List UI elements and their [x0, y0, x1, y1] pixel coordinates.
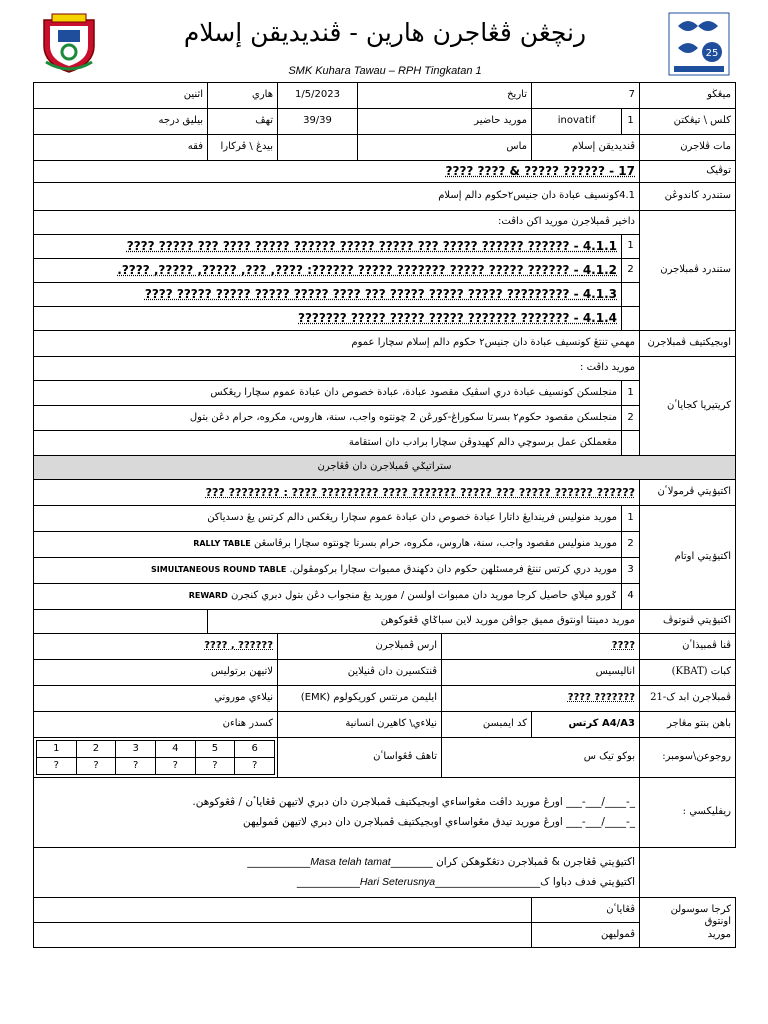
lesson-plan-table [33, 82, 736, 948]
utama-label: اکتيۏيتي اوتام [640, 506, 736, 610]
tangguh-lines [34, 848, 640, 898]
tangguh-line: اکتيۏيتي ڤڠاجرن & ڤمبلاجرن دتڠݢوهکن کران ________Masa telah tamat____________ [247, 855, 635, 868]
tp-checkbox[interactable]: ? [235, 758, 275, 775]
bidang-value: فقه [34, 135, 208, 161]
bawa-line: اکتيۏيتي فدف دباوا ک____________________Hari Seterusnya____________ [296, 875, 635, 888]
row-minggu [34, 83, 736, 109]
pemulihan-label: ڤموليهن [532, 923, 640, 948]
tahap-label: تهڤ [208, 109, 278, 135]
row-kbat [34, 660, 736, 686]
page-title: رنچڠن ڤڠاجرن هارين - ڤنديديقن إسلام [183, 18, 587, 47]
utama-item [34, 558, 736, 584]
utama-item [34, 584, 736, 610]
masa-value [278, 135, 358, 161]
tp-number: 3 [116, 741, 156, 758]
pembezaan-label: ڤنا ڤمبيذاٴن [640, 634, 736, 660]
utama-item-text: موريد منوليس مقصود واجب، سنة، هاروس، مکروه، حرام بسرتا چونتوه سچارا برڤاسڠن [253, 538, 617, 550]
bahan-col2: کد ايمبسن [442, 712, 532, 738]
row-refleksi [34, 778, 736, 848]
masa-label: ماس [358, 135, 532, 161]
pab21-label: ڤمبلاجرن ابد ک-21 [640, 686, 736, 712]
bahan-col4: کسدر هناءن [34, 712, 278, 738]
sp-label: ستندرد ڤمبلاجرن [640, 211, 736, 331]
pab21-col2: ايليمن مرنتس کوريکولوم (EMK) [278, 686, 442, 712]
kriteria-intro-row [34, 357, 736, 381]
utama-item-number: 3 [622, 558, 640, 584]
kbat-col3: لاتيهن برتوليس [34, 660, 278, 686]
sp-intro-row [34, 211, 736, 235]
rujukan-col2: تاهڤ ڤڠواساٴن [278, 738, 442, 778]
utama-item-cell [34, 558, 622, 584]
sp-item [34, 307, 736, 331]
bidang-label: بيدڠ \ ڤرکارا [208, 135, 278, 161]
row-rujukan [34, 738, 736, 778]
sp-item-number: 1 [622, 235, 640, 259]
tp-number: 5 [195, 741, 235, 758]
utama-item-text: موريد دري کرتس تنتڠ فرمسئلهن حکوم دان دکهندق ممبوات سچارا برکومڤولن. [289, 564, 617, 576]
bawa-text: اکتيۏيتي فدف دباوا ک [540, 875, 635, 888]
pab21-col3: نيلاءي موروني [34, 686, 278, 712]
utama-item-cell [34, 584, 622, 610]
bahan-value: A4/A3 کرتس [532, 712, 640, 738]
row-kelas [34, 109, 736, 135]
row-kerja-pemulihan [34, 923, 736, 948]
row-pab21 [34, 686, 736, 712]
hari-seterusnya-text: Hari Seterusnya [359, 875, 436, 888]
kriteria-item-text: منجلسکن مقصود حکوم٢ بسرتا سکوراڠ-کورڠن 2 چونتوه واجب، سنة، هاروس، مکروه، حرام دڠن بتول [34, 406, 622, 431]
tp-number: 1 [37, 741, 77, 758]
sp-item-text: 4.1.3 - ????????? ????? ????? ????? ??? ???? ????? ????? ????? ????? ???? [34, 283, 622, 307]
kriteria-label: کريتيريا کجاياٴن [640, 357, 736, 456]
tp-number-row [37, 741, 275, 758]
sp-item-text: 4.1.2 - ?????? ????? ????? ??????? ????? ??????: ????, ???, ?????, ?????, ????. [34, 259, 622, 283]
kbat-value: اناليسيس [442, 660, 640, 686]
utama-item-cell [34, 532, 622, 558]
tarikh-value: 1/5/2023 [278, 83, 358, 109]
minggu-value: 7 [532, 83, 640, 109]
row-kerja-pengayaan [34, 898, 736, 923]
kerja-label-line1: کرجا سوسولن اونتوق [670, 903, 731, 928]
tp-checkbox[interactable]: ? [155, 758, 195, 775]
sp-intro: داخير ڤمبلاجرن موريد اکن داڤت: [34, 211, 640, 235]
minggu-label: ميڠڬو [640, 83, 736, 109]
utama-item-text: موريد منوليس فريندايڠ داتارا عبادة خصوص دان عبادة عموم سچارا ريڠکس دالم کرتس يڠ دسدياکن [34, 506, 622, 532]
row-objektif [34, 331, 736, 357]
tp-number: 4 [155, 741, 195, 758]
tp-checkbox[interactable]: ? [37, 758, 77, 775]
penutup-label: اکتيۏيتي ڤنوتوڤ [640, 610, 736, 634]
tp-checkbox[interactable]: ? [116, 758, 156, 775]
kriteria-item-number: 2 [622, 406, 640, 431]
sp-item [34, 235, 736, 259]
ministry-logo-icon [668, 12, 730, 76]
utama-item-tag: REWARD [188, 591, 228, 601]
row-bahan [34, 712, 736, 738]
kbat-label: کبات (KBAT) [640, 660, 736, 686]
tp-number: 2 [76, 741, 116, 758]
sk-label: ستندرد کاندوڠن [640, 183, 736, 211]
school-crest-icon [38, 12, 100, 74]
utama-item-tag: RALLY TABLE [193, 539, 251, 549]
bahan-col3: نيلاءي\ کاهيرن انسانية [278, 712, 442, 738]
topik-value: 17 - ?????? ????? & ???? ???? [34, 161, 640, 183]
refleksi-line: _-____/___-___ اورڠ موريد تيدق مڠواساءي اوبجيکتيف ڤمبلاجرن دان دبري لاتيهن ڤموليهن [243, 815, 635, 828]
tangguh-text: اکتيۏيتي ڤڠاجرن & ڤمبلاجرن دتڠݢوهکن کران [436, 855, 635, 868]
kbat-col2: ڤنتکسيرن دان ڤنيلاين [278, 660, 442, 686]
pab21-value: ??????? ???? [442, 686, 640, 712]
hadir-label: موريد حاضير [358, 109, 532, 135]
topik-label: توڤيک [640, 161, 736, 183]
sp-item-number [622, 307, 640, 331]
penutup-blank [34, 610, 208, 634]
utama-item [34, 532, 736, 558]
sp-item [34, 259, 736, 283]
tahap-penguasaan-grid [34, 738, 278, 778]
hari-value: اثنين [34, 83, 208, 109]
row-penutup [34, 610, 736, 634]
kriteria-item [34, 431, 736, 456]
refleksi-lines [34, 778, 640, 848]
pengayaan-label: ڤڠاياٴن [532, 898, 640, 923]
tp-number: 6 [235, 741, 275, 758]
tp-checkbox[interactable]: ? [195, 758, 235, 775]
pengayaan-field[interactable] [34, 898, 532, 923]
kerja-label-line2: موريد [707, 928, 731, 940]
kriteria-item [34, 406, 736, 431]
tarikh-label: تاريخ [358, 83, 532, 109]
permulaan-label: اکتيۏيتي ڤرمولاٴن [640, 480, 736, 506]
sp-item [34, 283, 736, 307]
utama-item-tag: SIMULTANEOUS ROUND TABLE [151, 565, 287, 575]
row-strategi [34, 456, 736, 480]
row-tangguh [34, 848, 736, 898]
sp-item-number: 2 [622, 259, 640, 283]
kriteria-item-number [622, 431, 640, 456]
hari-label: هاري [208, 83, 278, 109]
strategi-heading: ستراتيݢي ڤمبلاجرن دان ڤڠاجرن [34, 456, 736, 480]
kelas-label: کلس \ تيڠکتن [640, 109, 736, 135]
tp-mini-table [36, 740, 275, 775]
kelas-value: inovatif [532, 109, 622, 135]
row-sk [34, 183, 736, 211]
utama-item-text: ݢورو ميلاي حاصيل کرجا موريد دان ممبوات اولسن / موريد يڠ منجواب دڠن بتول دبري کنجرن [231, 590, 617, 602]
hadir-value: 39/39 [278, 109, 358, 135]
masa-tamat-text: Masa telah tamat [310, 855, 391, 868]
kriteria-item-text: مڠعملکن عمل برسوچي دالم کهيدوڤن سچارا برادب دان استقامة [34, 431, 622, 456]
tp-checkbox-row [37, 758, 275, 775]
sp-item-text: 4.1.1 - ?????? ?????? ????? ??? ????? ????? ?????? ????? ???? ??? ????? ???? [34, 235, 622, 259]
row-topik [34, 161, 736, 183]
objektif-text: مهمي تنتڠ کونسيف عبادة دان جنيس٢ حکوم دالم إسلام سچارا عموم [34, 331, 640, 357]
bahan-label: باهن بنتو مڠاجر [640, 712, 736, 738]
kerja-label [640, 898, 736, 948]
utama-item-number: 4 [622, 584, 640, 610]
page-header [0, 0, 768, 82]
kelas-number: 1 [622, 109, 640, 135]
sp-item-number [622, 283, 640, 307]
sp-item-text: 4.1.4 - ??????? ??????? ????? ????? ????? ??????? [34, 307, 622, 331]
row-subjek [34, 135, 736, 161]
tangguh-spacer [640, 848, 736, 898]
refleksi-label: ريفليکسي : [640, 778, 736, 848]
objektif-label: اوبجيکتيف ڤمبلاجرن [640, 331, 736, 357]
kriteria-intro: موريد داڤت : [34, 357, 640, 381]
utama-item-number: 2 [622, 532, 640, 558]
pembezaan-value: ???? [442, 634, 640, 660]
pemulihan-field[interactable] [34, 923, 532, 948]
subjek-label: مات ڤلاجرن [640, 135, 736, 161]
subjek-value: ڤنديديقن إسلام [532, 135, 640, 161]
penutup-text: موريد دمينتا اونتوق مميق جواڤن موريد لاين سباݢاي ڤڠوکوهن [208, 610, 640, 634]
rujukan-value: بوکو تيک س [442, 738, 640, 778]
row-permulaan [34, 480, 736, 506]
utama-item-number: 1 [622, 506, 640, 532]
aras-label: ارس ڤمبلاجرن [278, 634, 442, 660]
tahap-value: بيليق درجه [34, 109, 208, 135]
kriteria-item-number: 1 [622, 381, 640, 406]
row-pembezaan [34, 634, 736, 660]
kriteria-item-text: منجلسکن کونسيف عبادة دري اسڤيک مقصود عبادة، عبادة خصوص دان عبادة عموم سچارا ريڠکس [34, 381, 622, 406]
rujukan-label: روجوعن\سومبر: [640, 738, 736, 778]
tp-checkbox[interactable]: ? [76, 758, 116, 775]
permulaan-text: ?????? ?????? ????? ??? ????? ??????? ???? ????????? ???? : ???????? ??? [34, 480, 640, 506]
kriteria-item [34, 381, 736, 406]
sk-value: 4.1کونسيف عبادة دان جنيس٢حکوم دالم إسلام [34, 183, 640, 211]
refleksi-line: _-____/___-___ اورڠ موريد داڤت مڠواساءي اوبجيکتيف ڤمبلاجرن دان دبري لاتيهن ڤڠاياٴن / ڤڠوکوهن. [192, 795, 635, 808]
aras-value: ?????? , ???? [34, 634, 278, 660]
page-subtitle: SMK Kuhara Tawau – RPH Tingkatan 1 [288, 65, 482, 77]
logo-number: 25 [705, 48, 719, 59]
utama-item [34, 506, 736, 532]
